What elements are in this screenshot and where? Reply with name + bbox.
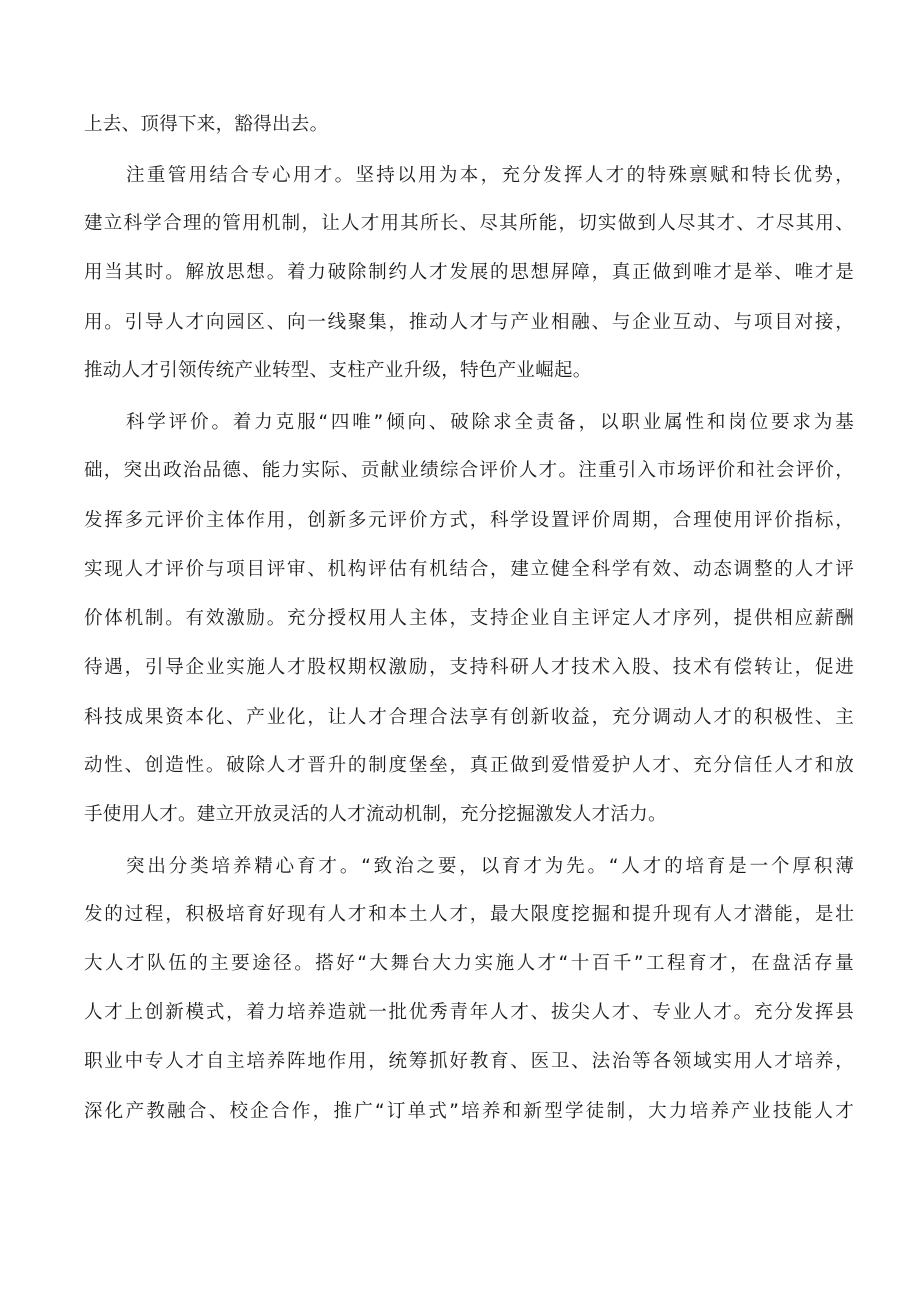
text-line: 深化产教融合、校企合作，推广“订单式”培养和新型学徒制，大力培养产业技能人才 (84, 1101, 854, 1122)
text-line: 础，突出政治品德、能力实际、贡献业绩综合评价人才。注重引入市场评价和社会评价， (84, 460, 854, 481)
text-line: 注重管用结合专心用才。坚持以用为本，充分发挥人才的特殊禀赋和特长优势， (126, 165, 854, 186)
text-line: 科技成果资本化、产业化，让人才合理合法享有创新收益，充分调动人才的积极性、主 (84, 707, 854, 728)
text-line: 动性、创造性。破除人才晋升的制度堡垒，真正做到爱惜爱护人才、充分信任人才和放 (84, 755, 854, 776)
text-line: 价体机制。有效激励。充分授权用人主体，支持企业自主评定人才序列，提供相应薪酬 (84, 608, 854, 629)
text-line: 发的过程，积极培育好现有人才和本土人才，最大限度挖掘和提升现有人才潜能，是壮 (84, 904, 854, 925)
text-line: 突出分类培养精心育才。“致治之要，以育才为先。“人才的培育是一个厚积薄 (126, 856, 854, 877)
text-line: 待遇，引导企业实施人才股权期权激励，支持科研人才技术入股、技术有偿转让，促进 (84, 657, 854, 678)
text-line: 建立科学合理的管用机制，让人才用其所长、尽其所能，切实做到人尽其才、才尽其用、 (84, 213, 854, 234)
text-line: 科学评价。着力克服“四唯”倾向、破除求全责备，以职业属性和岗位要求为基 (126, 412, 854, 433)
text-line: 人才上创新模式，着力培养造就一批优秀青年人才、拔尖人才、专业人才。充分发挥县 (84, 1002, 854, 1023)
text-line: 实现人才评价与项目评审、机构评估有机结合，建立健全科学有效、动态调整的人才评 (84, 559, 854, 580)
text-line: 上去、顶得下来，豁得出去。 (84, 114, 329, 135)
text-line: 职业中专人才自主培养阵地作用，统筹抓好教育、医卫、法治等各领域实用人才培养， (84, 1051, 854, 1072)
text-line: 用当其时。解放思想。着力破除制约人才发展的思想屏障，真正做到唯才是举、唯才是 (84, 262, 854, 283)
text-line: 推动人才引领传统产业转型、支柱产业升级，特色产业崛起。 (84, 360, 592, 381)
text-line: 手使用人才。建立开放灵活的人才流动机制，充分挖掘激发人才活力。 (84, 804, 667, 825)
text-line: 大人才队伍的主要途径。搭好“大舞台大力实施人才“十百千”工程育才，在盘活存量 (84, 953, 854, 974)
text-line: 发挥多元评价主体作用，创新多元评价方式，科学设置评价周期，合理使用评价指标， (84, 510, 854, 531)
text-line: 用。引导人才向园区、向一线聚集，推动人才与产业相融、与企业互动、与项目对接， (84, 312, 854, 333)
